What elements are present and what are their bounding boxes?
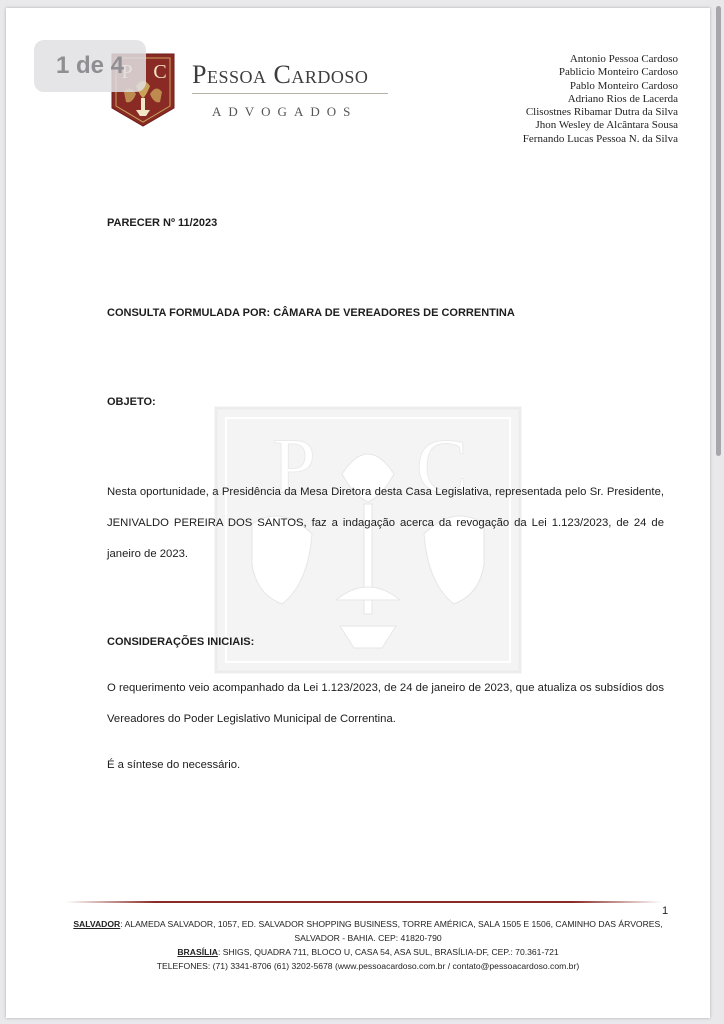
brasilia-label: BRASÍLIA — [177, 947, 218, 957]
firm-subtitle: ADVOGADOS — [212, 104, 358, 119]
partner-name: Jhon Wesley de Alcântara Sousa — [535, 119, 678, 132]
svg-text:C: C — [415, 422, 469, 509]
partner-name: Fernando Lucas Pessoa N. da Silva — [522, 132, 678, 145]
consultation-heading: CONSULTA FORMULADA POR: CÂMARA DE VEREADORES DE CORRENTINA — [107, 307, 515, 319]
page-number: 1 — [662, 905, 669, 917]
footer-phones: TELEFONES: (71) 3341-8706 (61) 3202-5678 (www.pessoacardoso.com.br / contato@pessoacardoso.com.br) — [156, 961, 580, 971]
partner-name: Pablo Monteiro Cardoso — [569, 79, 678, 92]
brasilia-address: : SHIGS, QUADRA 711, BLOCO U, CASA 54, ASA SUL, BRASÍLIA-DF, CEP.: 70.361-721 — [217, 947, 559, 957]
footer-salvador — [72, 917, 664, 945]
partner-name: Clisostnes Ribamar Dutra da Silva — [525, 106, 678, 119]
salvador-address: : ALAMEDA SALVADOR, 1057, ED. SALVADOR SHOPPING BUSINESS, TORRE AMÉRICA, SALA 1505 E 1506, CAMINHO DAS ÁRVORES, SALVADOR - BAHIA. CEP: 41820-790 — [120, 919, 663, 943]
partners-list — [523, 53, 678, 146]
initial-considerations-paragraph: O requerimento veio acompanhado da Lei 1.123/2023, de 24 de janeiro de 2023, que atualiza os subsídios dos Vereadores do Poder Legislativo Municipal de Correntina. — [107, 682, 664, 725]
partner-name: Pablicio Monteiro Cardoso — [558, 66, 678, 79]
svg-text:P: P — [272, 422, 316, 509]
firm-name: Pessoa Cardoso — [192, 60, 369, 89]
logo-letter-c: C — [153, 61, 167, 83]
salvador-label: SALVADOR — [73, 919, 121, 929]
firm-name-divider — [192, 93, 388, 94]
object-paragraph: Nesta oportunidade, a Presidência da Mesa Diretora desta Casa Legislativa, representada pelo Sr. Presidente, JENIVALDO PEREIRA DOS SANTOS, faz a indagação acerca da revogação da Lei 1.123/2023, de 24 de janeiro de 2023. — [107, 486, 664, 560]
footer-addresses — [72, 917, 664, 973]
page-indicator: 1 de 4 — [34, 40, 146, 92]
partner-name: Antonio Pessoa Cardoso — [569, 53, 678, 65]
document-page — [6, 8, 710, 1018]
object-heading: OBJETO: — [107, 396, 156, 408]
summary-sentence: É a síntese do necessário. — [107, 759, 241, 771]
initial-considerations-heading: CONSIDERAÇÕES INICIAIS: — [107, 636, 255, 648]
vertical-scrollbar[interactable] — [716, 6, 721, 456]
footer-divider — [66, 901, 662, 903]
opinion-title: PARECER Nº 11/2023 — [107, 217, 218, 229]
partner-name: Adriano Rios de Lacerda — [567, 92, 678, 105]
footer-brasilia — [72, 945, 664, 959]
